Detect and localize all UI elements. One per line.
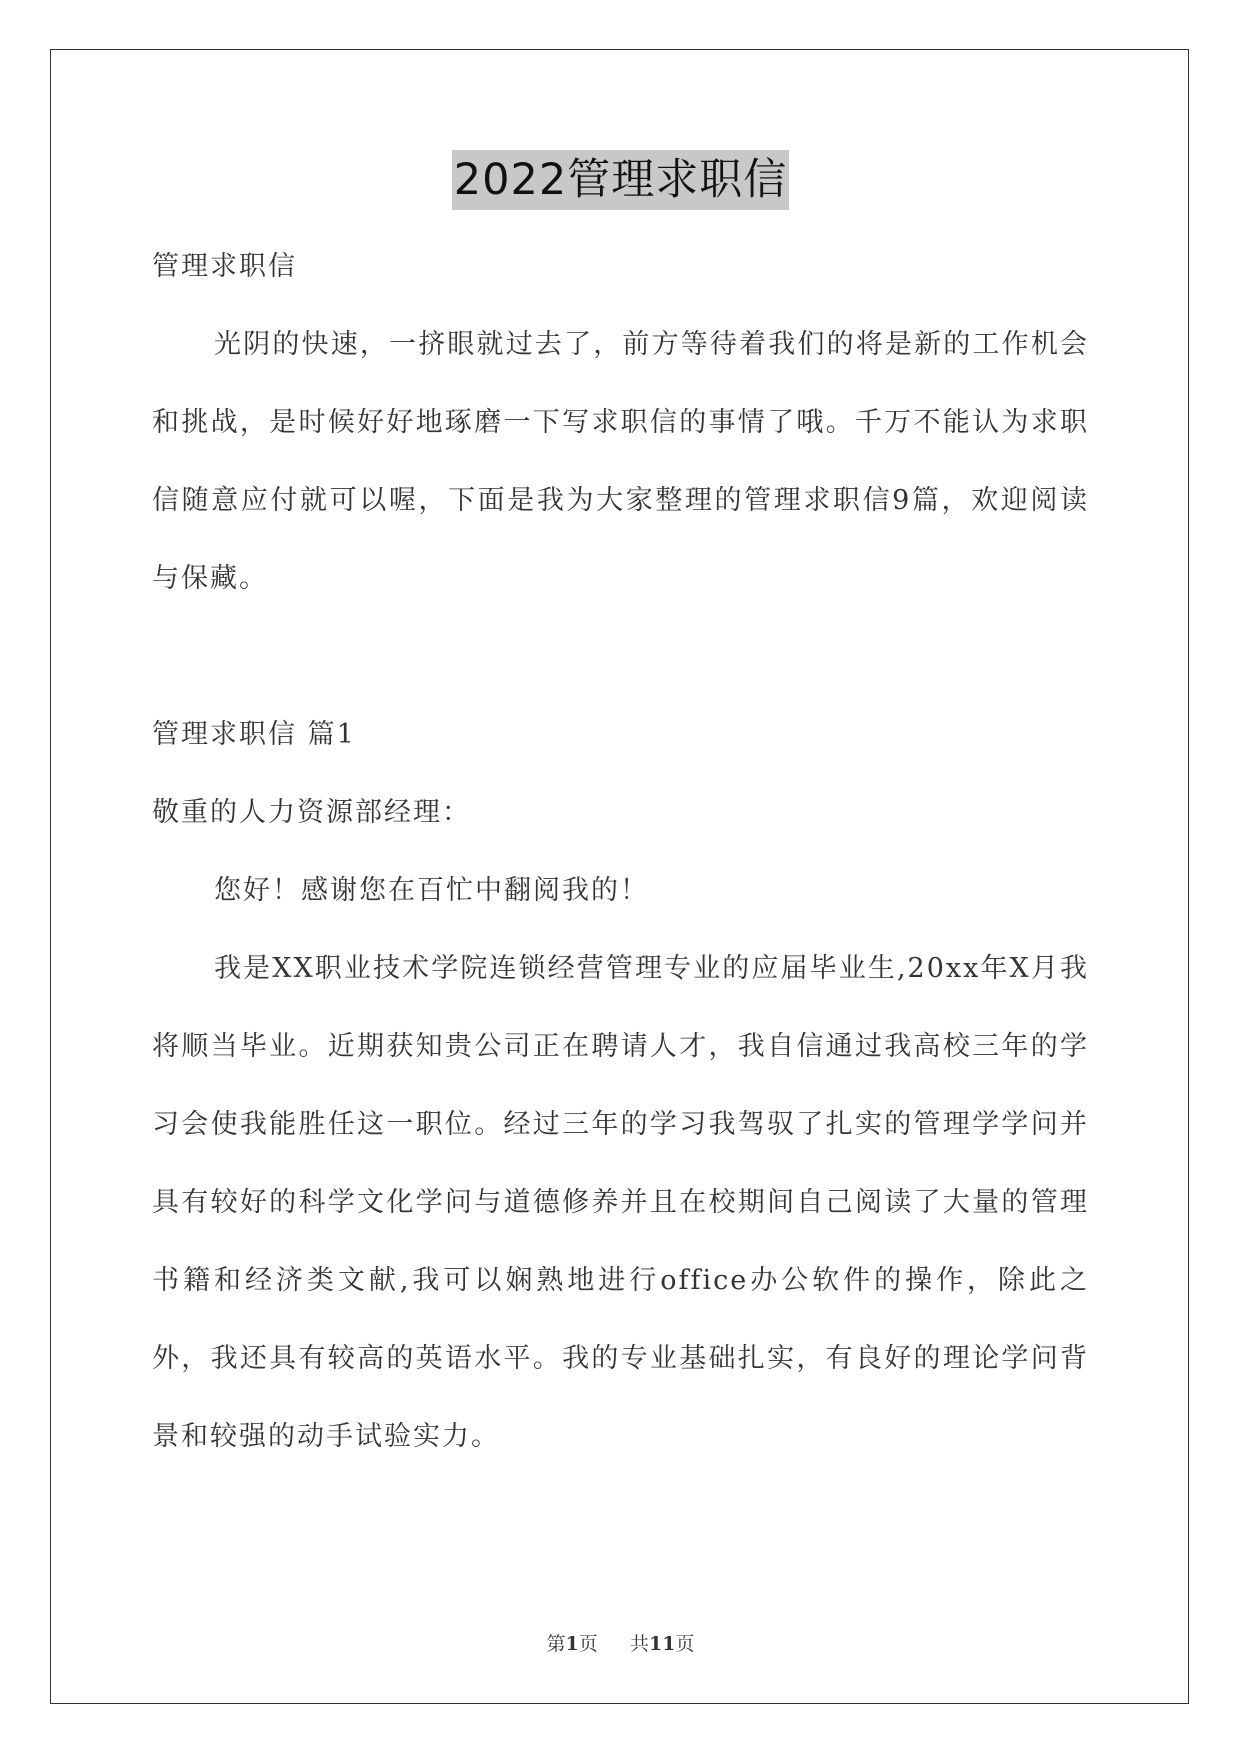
document-title: 2022管理求职信 — [452, 150, 789, 210]
total-prefix: 共 — [629, 1633, 649, 1655]
page-suffix: 页 — [578, 1633, 598, 1655]
page-prefix: 第 — [546, 1633, 566, 1655]
document-body — [152, 228, 1089, 1476]
title-container — [0, 150, 1241, 210]
paragraph-gap — [152, 618, 1089, 696]
section-heading: 管理求职信 篇1 — [152, 719, 356, 750]
body-paragraph: 我是XX职业技术学院连锁经营管理专业的应届毕业生,20xx年X月我将顺当毕业。近期获知贵公司正在聘请人才，我自信通过我高校三年的学习会使我能胜任这一职位。经过三年的学习我驾驭了扎实的管理学学问并具有较好的科学文化学问与道德修养并且在校期间自己阅读了大量的管理书籍和经济类文献,我可以娴熟地进行office办公软件的操作，除此之外，我还具有较高的英语水平。我的专业基础扎实，有良好的理论学问背景和较强的动手试验实力。 — [152, 953, 1089, 1452]
salutation: 敬重的人力资源部经理： — [152, 797, 471, 828]
total-pages: 11 — [648, 1633, 676, 1655]
page-number: 1 — [565, 1633, 579, 1655]
greeting-paragraph: 您好！感谢您在百忙中翻阅我的！ — [214, 875, 649, 906]
subtitle: 管理求职信 — [152, 251, 297, 282]
intro-paragraph: 光阴的快速，一挤眼就过去了，前方等待着我们的将是新的工作机会和挑战，是时候好好地琢磨一下写求职信的事情了哦。千万不能认为求职信随意应付就可以喔，下面是我为大家整理的管理求职信9篇，欢迎阅读与保藏。 — [152, 329, 1089, 594]
page-footer — [0, 1629, 1241, 1656]
total-suffix: 页 — [675, 1633, 695, 1655]
